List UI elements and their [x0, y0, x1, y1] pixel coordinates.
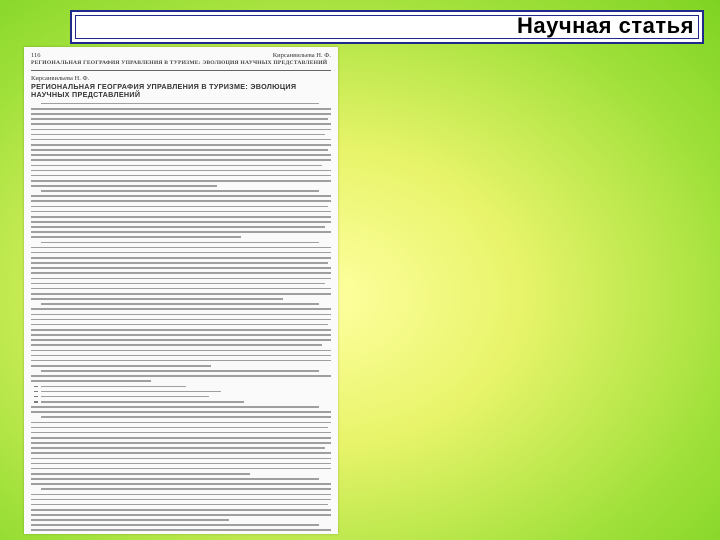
- text-line: [31, 267, 331, 269]
- text-line: [31, 180, 331, 182]
- text-line: [31, 236, 241, 238]
- text-line: [31, 314, 331, 316]
- text-line: [31, 129, 331, 131]
- running-author: Кирсанвильева Н. Ф.: [272, 52, 331, 59]
- text-line: [31, 339, 331, 341]
- text-line: [31, 308, 331, 310]
- page-number: 116: [31, 52, 41, 59]
- text-line: [31, 185, 217, 187]
- text-line: [31, 509, 331, 511]
- text-line: [41, 386, 186, 388]
- text-line: [31, 422, 331, 424]
- text-line: [31, 165, 322, 167]
- text-line: [31, 139, 331, 141]
- text-line: [31, 113, 331, 115]
- text-line: [31, 123, 331, 125]
- text-line: [31, 324, 328, 326]
- text-line: [31, 144, 331, 146]
- text-line: [41, 190, 319, 192]
- text-line: [31, 463, 331, 465]
- text-line: [31, 350, 331, 352]
- text-line: [31, 458, 331, 460]
- text-line: [31, 483, 331, 485]
- text-line: [31, 432, 331, 434]
- text-line: [31, 524, 319, 526]
- text-line: [31, 406, 319, 408]
- article-author: Кирсанвильева Н. Ф.: [31, 75, 90, 82]
- text-line: [31, 108, 331, 110]
- text-line: [41, 391, 221, 393]
- text-line: [31, 226, 325, 228]
- text-line: [31, 329, 331, 331]
- article-scan: [24, 47, 338, 534]
- text-line: [31, 247, 331, 249]
- text-line: [31, 288, 331, 290]
- text-line: [31, 134, 325, 136]
- text-line: [31, 494, 331, 496]
- text-line: [31, 211, 331, 213]
- text-line: [41, 401, 244, 403]
- text-line: [41, 370, 319, 372]
- text-line: [31, 175, 331, 177]
- text-line: [31, 519, 229, 521]
- text-line: [31, 452, 331, 454]
- text-line: [31, 437, 331, 439]
- text-line: [41, 303, 319, 305]
- text-line: [31, 293, 331, 295]
- text-line: [31, 499, 331, 501]
- text-line: [31, 159, 331, 161]
- text-line: [41, 488, 331, 490]
- text-line: [31, 216, 331, 218]
- text-line: [31, 375, 331, 377]
- article-body-text: [31, 103, 331, 534]
- text-line: [31, 200, 331, 202]
- text-line: [31, 360, 331, 362]
- text-line: [31, 514, 331, 516]
- text-line: [31, 334, 331, 336]
- text-line: [31, 195, 331, 197]
- text-line: [31, 478, 319, 480]
- text-line: [31, 206, 328, 208]
- running-header: [31, 52, 331, 60]
- article-page: [31, 52, 331, 534]
- text-line: [31, 468, 331, 470]
- text-line: [31, 221, 331, 223]
- text-line: [31, 529, 331, 531]
- text-line: [31, 262, 328, 264]
- text-line: [31, 355, 331, 357]
- text-line: [31, 365, 211, 367]
- text-line: [31, 170, 331, 172]
- text-line: [41, 396, 209, 398]
- text-line: [31, 283, 325, 285]
- text-line: [31, 473, 250, 475]
- text-line: [31, 252, 331, 254]
- text-line: [31, 257, 331, 259]
- text-line: [41, 242, 319, 244]
- text-line: [31, 149, 328, 151]
- text-line: [41, 416, 331, 418]
- article-title: РЕГИОНАЛЬНАЯ ГЕОГРАФИЯ УПРАВЛЕНИЯ В ТУРИЗМЕ: ЭВОЛЮЦИЯ НАУЧНЫХ ПРЕДСТАВЛЕНИЙ: [31, 82, 297, 100]
- text-line: [31, 380, 151, 382]
- text-line: [31, 427, 328, 429]
- header-rule: [31, 70, 331, 71]
- text-line: [31, 272, 331, 274]
- text-line: [31, 231, 331, 233]
- text-line: [31, 154, 331, 156]
- text-line: [31, 118, 328, 120]
- text-line: [31, 504, 328, 506]
- slide-title: Научная статья: [517, 13, 694, 38]
- text-line: [31, 447, 325, 449]
- text-line: [31, 298, 283, 300]
- slide-title-bar: [70, 10, 704, 44]
- text-line: [31, 278, 331, 280]
- text-line: [31, 344, 322, 346]
- text-line: [41, 103, 319, 105]
- text-line: [31, 411, 331, 413]
- text-line: [31, 442, 331, 444]
- text-line: [31, 319, 331, 321]
- running-title: РЕГИОНАЛЬНАЯ ГЕОГРАФИЯ УПРАВЛЕНИЯ В ТУРИЗМЕ: ЭВОЛЮЦИЯ НАУЧНЫХ ПРЕДСТАВЛЕНИЙ: [31, 60, 328, 66]
